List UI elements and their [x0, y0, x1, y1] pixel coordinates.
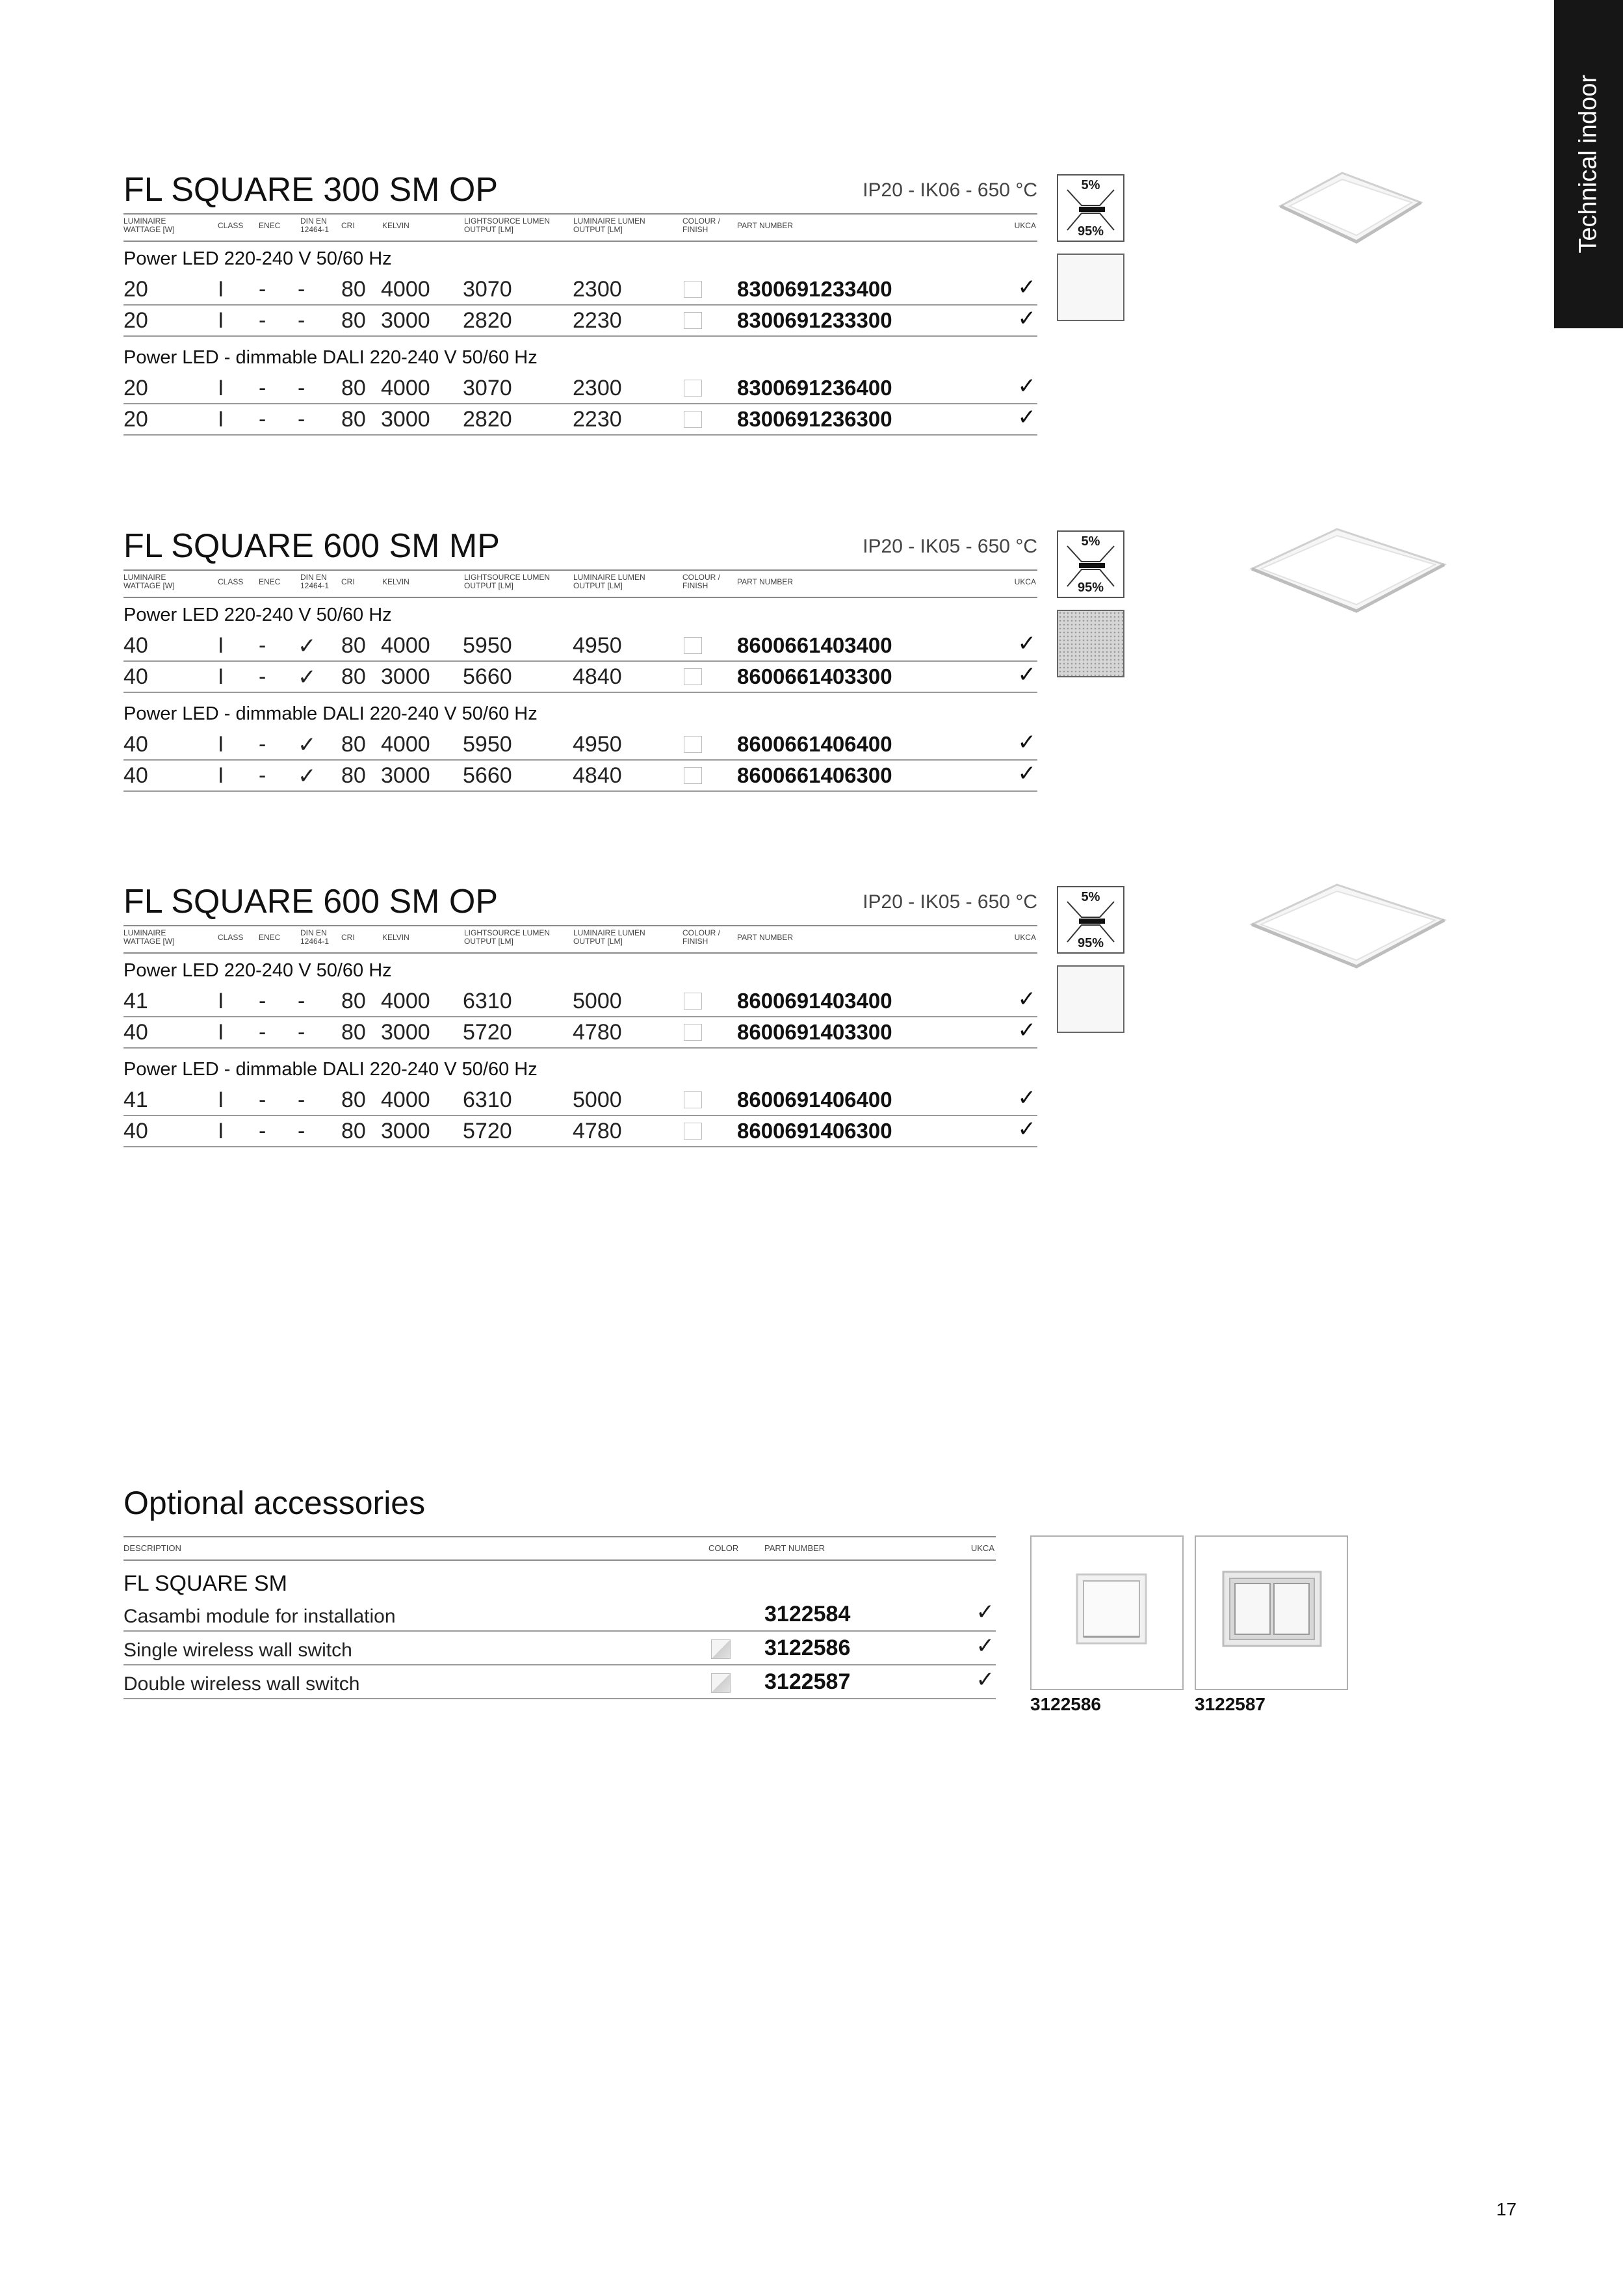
header-din: DIN EN 12464-1	[300, 573, 330, 590]
colour-swatch	[684, 411, 702, 428]
cell-enec: -	[259, 376, 266, 400]
cell-w: 40	[123, 1020, 148, 1045]
table-row	[123, 729, 1037, 761]
section-tab-label: Technical indoor	[1574, 75, 1602, 254]
cell-ls: 5950	[463, 732, 512, 757]
accessory-caption-1: 3122586	[1030, 1694, 1102, 1714]
ukca-check-icon: ✓	[1017, 306, 1036, 331]
accessory-description: Double wireless wall switch	[123, 1673, 360, 1695]
cell-lum: 2230	[573, 308, 622, 333]
cell-ls: 5660	[463, 664, 512, 689]
product-title: FL SQUARE 600 SM OP	[123, 883, 499, 920]
cell-w: 41	[123, 989, 148, 1013]
header-enec: ENEC	[259, 221, 281, 230]
accessory-image-double-switch	[1195, 1535, 1348, 1690]
cell-k: 3000	[381, 664, 430, 689]
table-row	[123, 1085, 1037, 1116]
colour-swatch	[684, 312, 702, 329]
header-ls_lumen: LIGHTSOURCE LUMEN OUTPUT [LM]	[464, 216, 551, 234]
header-colour: COLOUR / FINISH	[682, 928, 721, 946]
header-enec: ENEC	[259, 577, 281, 586]
beam-bar	[1079, 919, 1105, 924]
table-row	[123, 631, 1037, 662]
colour-swatch	[684, 1123, 702, 1140]
colour-swatch	[684, 993, 702, 1010]
cell-enec: -	[259, 308, 266, 333]
table-row	[123, 662, 1037, 693]
cell-cri: 80	[341, 308, 366, 333]
diffuser-swatch	[1057, 254, 1124, 321]
cell-enec: -	[259, 277, 266, 302]
cell-lum: 2300	[573, 277, 622, 302]
colour-swatch	[684, 281, 702, 298]
ukca-check-icon: ✓	[1017, 662, 1036, 687]
ip-rating: IP20 - IK05 - 650 °C	[863, 891, 1037, 913]
cell-din: -	[298, 407, 305, 432]
accessory-row	[123, 1632, 996, 1665]
cell-w: 40	[123, 664, 148, 689]
accessory-caption-2: 3122587	[1195, 1694, 1266, 1714]
cell-k: 3000	[381, 1020, 430, 1045]
header-part: PART NUMBER	[737, 221, 794, 230]
cell-cri: 80	[341, 633, 366, 658]
header-ls_lumen: LIGHTSOURCE LUMEN OUTPUT [LM]	[464, 573, 551, 590]
table-row	[123, 306, 1037, 337]
ukca-check-icon: ✓	[1017, 374, 1036, 398]
cell-cri: 80	[341, 763, 366, 788]
colour-swatch	[684, 1091, 702, 1108]
cell-din: -	[298, 1119, 305, 1143]
header-cri: CRI	[341, 577, 355, 586]
header-lum_lumen: LUMINAIRE LUMEN OUTPUT [LM]	[573, 573, 645, 590]
cell-cri: 80	[341, 376, 366, 400]
header-enec: ENEC	[259, 933, 281, 942]
cell-cri: 80	[341, 1020, 366, 1045]
beam-bar	[1079, 563, 1105, 568]
header-ukca: UKCA	[1014, 221, 1036, 230]
double-switch-icon	[1196, 1537, 1347, 1689]
cell-k: 4000	[381, 633, 430, 658]
cell-part: 8600661403400	[737, 633, 892, 657]
cell-w: 40	[123, 1119, 148, 1143]
table-row	[123, 404, 1037, 436]
ukca-check-icon: ✓	[976, 1634, 994, 1658]
cell-part: 8600691406300	[737, 1119, 892, 1143]
cell-k: 4000	[381, 989, 430, 1013]
header-ls_lumen: LIGHTSOURCE LUMEN OUTPUT [LM]	[464, 928, 551, 946]
header-lum_lumen: LUMINAIRE LUMEN OUTPUT [LM]	[573, 928, 645, 946]
cell-lum: 4780	[573, 1020, 622, 1045]
product-section	[123, 527, 1037, 865]
header-class: CLASS	[218, 933, 244, 942]
ukca-check-icon: ✓	[976, 1667, 994, 1692]
cell-ls: 6310	[463, 1088, 512, 1112]
colour-swatch	[684, 668, 702, 685]
cell-cls: I	[218, 308, 224, 333]
beam-up-value: 5%	[1081, 890, 1100, 904]
header-kelvin: KELVIN	[382, 221, 409, 230]
cell-cls: I	[218, 664, 224, 689]
header-din: DIN EN 12464-1	[300, 216, 330, 234]
table-header-row	[123, 925, 1037, 954]
cell-cls: I	[218, 376, 224, 400]
ukca-check-icon: ✓	[1017, 405, 1036, 430]
cell-part: 8300691236300	[737, 407, 892, 431]
header-class: CLASS	[218, 577, 244, 586]
header-color: COLOR	[708, 1543, 739, 1553]
accessories-title: Optional accessories	[123, 1485, 426, 1521]
product-title: FL SQUARE 300 SM OP	[123, 171, 499, 209]
cell-k: 3000	[381, 308, 430, 333]
cell-lum: 5000	[573, 989, 622, 1013]
cell-cls: I	[218, 1020, 224, 1045]
header-wattage: LUMINAIRE WATTAGE [W]	[123, 216, 175, 234]
cell-enec: -	[259, 732, 266, 757]
ukca-check-icon: ✓	[976, 1600, 994, 1624]
cell-ls: 5720	[463, 1020, 512, 1045]
beam-down-value: 95%	[1077, 224, 1104, 239]
cell-lum: 4840	[573, 763, 622, 788]
cell-din: -	[298, 376, 305, 400]
table-row	[123, 1017, 1037, 1049]
cell-k: 4000	[381, 376, 430, 400]
table-row	[123, 373, 1037, 404]
table-header-row	[123, 569, 1037, 598]
ukca-check-icon: ✓	[1017, 730, 1036, 755]
beam-down-value: 95%	[1077, 581, 1104, 595]
cell-cls: I	[218, 407, 224, 432]
header-ukca: UKCA	[1014, 577, 1036, 586]
header-wattage: LUMINAIRE WATTAGE [W]	[123, 573, 175, 590]
header-din: DIN EN 12464-1	[300, 928, 330, 946]
cell-cls: I	[218, 763, 224, 788]
cell-w: 20	[123, 277, 148, 302]
beam-up-value: 5%	[1081, 534, 1100, 549]
group-label: Power LED - dimmable DALI 220-240 V 50/60 Hz	[123, 347, 538, 368]
beam-up-value: 5%	[1081, 178, 1100, 192]
header-ukca: UKCA	[970, 1543, 994, 1553]
cell-ls: 2820	[463, 308, 512, 333]
cell-ls: 3070	[463, 376, 512, 400]
product-section	[123, 882, 1037, 1220]
cell-cri: 80	[341, 732, 366, 757]
colour-swatch	[684, 767, 702, 784]
table-row	[123, 1116, 1037, 1147]
beam-distribution-icon	[1057, 530, 1124, 598]
cell-enec: -	[259, 1088, 266, 1112]
header-description: DESCRIPTION	[123, 1543, 181, 1553]
table-row	[123, 274, 1037, 306]
cell-cri: 80	[341, 1119, 366, 1143]
ukca-check-icon: ✓	[1017, 1086, 1036, 1110]
header-kelvin: KELVIN	[382, 933, 409, 942]
cell-din: ✓	[298, 665, 317, 690]
cell-w: 41	[123, 1088, 148, 1112]
cell-din: ✓	[298, 733, 317, 757]
header-cri: CRI	[341, 933, 355, 942]
cell-part: 8600661406400	[737, 732, 892, 756]
diffuser-swatch	[1057, 610, 1124, 677]
cell-k: 3000	[381, 407, 430, 432]
beam-distribution-icon	[1057, 886, 1124, 954]
cell-k: 4000	[381, 732, 430, 757]
cell-cls: I	[218, 989, 224, 1013]
single-switch-icon	[1032, 1537, 1182, 1689]
header-colour: COLOUR / FINISH	[682, 573, 721, 590]
cell-part: 8600691403300	[737, 1020, 892, 1044]
cell-din: -	[298, 308, 305, 333]
cell-din: -	[298, 989, 305, 1013]
page-number: 17	[1496, 2199, 1517, 2219]
header-ukca: UKCA	[1014, 933, 1036, 942]
cell-enec: -	[259, 1020, 266, 1045]
ukca-check-icon: ✓	[1017, 275, 1036, 300]
product-section	[123, 170, 1037, 508]
group-label: Power LED 220-240 V 50/60 Hz	[123, 605, 392, 625]
header-lum_lumen: LUMINAIRE LUMEN OUTPUT [LM]	[573, 216, 645, 234]
header-cri: CRI	[341, 221, 355, 230]
beam-bar	[1079, 207, 1105, 212]
cell-ls: 3070	[463, 277, 512, 302]
header-colour: COLOUR / FINISH	[682, 216, 721, 234]
colour-swatch	[684, 380, 702, 397]
cell-ls: 5660	[463, 763, 512, 788]
accessory-description: Casambi module for installation	[123, 1606, 396, 1627]
table-header-row	[123, 213, 1037, 242]
accessory-part-number: 3122586	[764, 1636, 851, 1660]
cell-part: 8600691403400	[737, 989, 892, 1013]
group-label: Power LED - dimmable DALI 220-240 V 50/60 Hz	[123, 1059, 538, 1080]
header-part: PART NUMBER	[737, 933, 794, 942]
luminaire-image	[1249, 527, 1451, 627]
cell-ls: 5720	[463, 1119, 512, 1143]
cell-ls: 2820	[463, 407, 512, 432]
accessory-row	[123, 1598, 996, 1632]
luminaire-image	[1278, 170, 1427, 258]
header-part: PART NUMBER	[737, 577, 794, 586]
ukca-check-icon: ✓	[1017, 761, 1036, 786]
cell-w: 20	[123, 308, 148, 333]
cell-w: 40	[123, 633, 148, 658]
cell-enec: -	[259, 763, 266, 788]
cell-w: 20	[123, 407, 148, 432]
cell-lum: 4780	[573, 1119, 622, 1143]
cell-w: 40	[123, 732, 148, 757]
accessory-part-number: 3122587	[764, 1669, 851, 1694]
cell-part: 8600691406400	[737, 1088, 892, 1112]
cell-lum: 2230	[573, 407, 622, 432]
cell-lum: 4950	[573, 633, 622, 658]
cell-cri: 80	[341, 1088, 366, 1112]
cell-din: -	[298, 277, 305, 302]
cell-k: 3000	[381, 1119, 430, 1143]
accessory-description: Single wireless wall switch	[123, 1639, 352, 1661]
section-tab	[1554, 0, 1623, 328]
cell-w: 40	[123, 763, 148, 788]
cell-cls: I	[218, 732, 224, 757]
cell-part: 8600661406300	[737, 763, 892, 787]
cell-lum: 5000	[573, 1088, 622, 1112]
cell-cri: 80	[341, 277, 366, 302]
cell-cls: I	[218, 633, 224, 658]
colour-swatch	[684, 637, 702, 654]
cell-part: 8300691233400	[737, 277, 892, 301]
header-part-number: PART NUMBER	[764, 1543, 825, 1553]
cell-lum: 2300	[573, 376, 622, 400]
accessory-part-number: 3122584	[764, 1602, 851, 1626]
cell-w: 20	[123, 376, 148, 400]
accessory-image-single-switch	[1030, 1535, 1184, 1690]
cell-cri: 80	[341, 989, 366, 1013]
ukca-check-icon: ✓	[1017, 987, 1036, 1011]
cell-k: 4000	[381, 277, 430, 302]
cell-lum: 4950	[573, 732, 622, 757]
colour-swatch	[684, 736, 702, 753]
cell-part: 8300691233300	[737, 308, 892, 332]
group-label: Power LED - dimmable DALI 220-240 V 50/60 Hz	[123, 703, 538, 724]
diffuser-swatch	[1057, 965, 1124, 1033]
ukca-check-icon: ✓	[1017, 1117, 1036, 1141]
header-wattage: LUMINAIRE WATTAGE [W]	[123, 928, 175, 946]
cell-k: 3000	[381, 763, 430, 788]
group-label: Power LED 220-240 V 50/60 Hz	[123, 248, 392, 269]
cell-cri: 80	[341, 407, 366, 432]
group-label: Power LED 220-240 V 50/60 Hz	[123, 960, 392, 981]
ukca-check-icon: ✓	[1017, 631, 1036, 656]
cell-k: 4000	[381, 1088, 430, 1112]
cell-din: ✓	[298, 764, 317, 789]
cell-din: -	[298, 1088, 305, 1112]
colour-swatch	[684, 1024, 702, 1041]
ip-rating: IP20 - IK05 - 650 °C	[863, 536, 1037, 557]
cell-part: 8300691236400	[737, 376, 892, 400]
product-title: FL SQUARE 600 SM MP	[123, 527, 500, 565]
cell-ls: 6310	[463, 989, 512, 1013]
cell-enec: -	[259, 664, 266, 689]
cell-enec: -	[259, 989, 266, 1013]
header-class: CLASS	[218, 221, 244, 230]
beam-distribution-icon	[1057, 174, 1124, 242]
ip-rating: IP20 - IK06 - 650 °C	[863, 179, 1037, 201]
luminaire-image	[1249, 882, 1451, 983]
color-swatch	[711, 1673, 731, 1693]
beam-down-value: 95%	[1077, 936, 1104, 950]
cell-cri: 80	[341, 664, 366, 689]
header-kelvin: KELVIN	[382, 577, 409, 586]
cell-cls: I	[218, 277, 224, 302]
table-row	[123, 986, 1037, 1017]
cell-enec: -	[259, 1119, 266, 1143]
cell-enec: -	[259, 407, 266, 432]
accessory-row	[123, 1665, 996, 1699]
cell-din: ✓	[298, 634, 317, 659]
cell-part: 8600661403300	[737, 664, 892, 688]
table-row	[123, 761, 1037, 792]
ukca-check-icon: ✓	[1017, 1018, 1036, 1043]
cell-ls: 5950	[463, 633, 512, 658]
accessories-header-row	[123, 1536, 996, 1561]
cell-enec: -	[259, 633, 266, 658]
cell-din: -	[298, 1020, 305, 1045]
cell-cls: I	[218, 1119, 224, 1143]
cell-lum: 4840	[573, 664, 622, 689]
cell-cls: I	[218, 1088, 224, 1112]
accessories-group-label: FL SQUARE SM	[123, 1571, 287, 1596]
color-swatch	[711, 1639, 731, 1659]
